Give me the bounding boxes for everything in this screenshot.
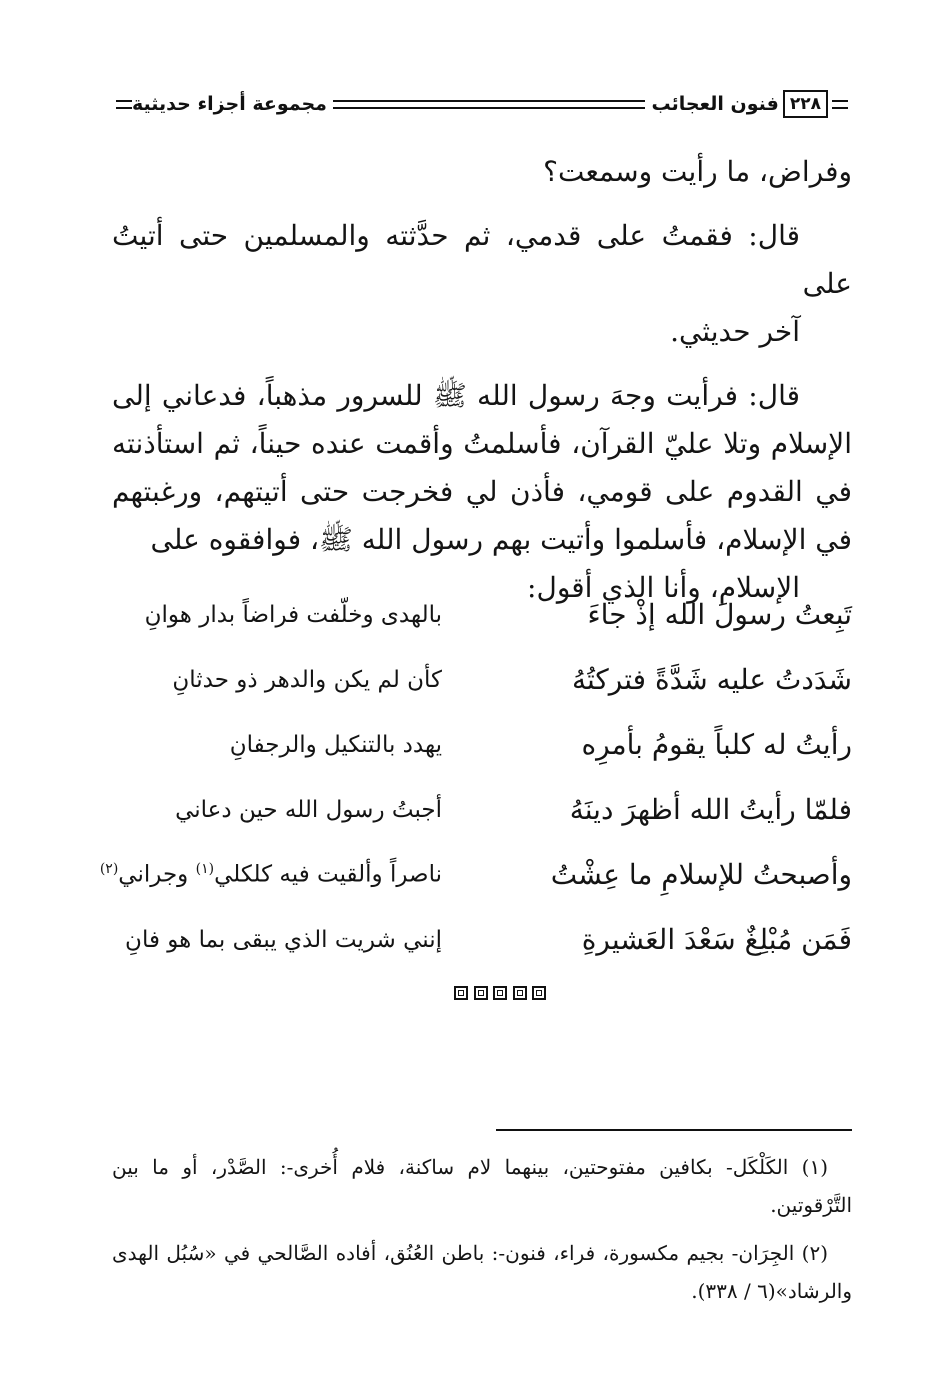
poem-verse — [112, 712, 852, 777]
poem-verse — [112, 777, 852, 842]
page-number: ٢٢٨ — [783, 90, 828, 118]
text-line: في القدوم على قومي، فأذن لي فخرجت حتى أتيتهم، ورغبتهم في — [112, 475, 852, 556]
text-line: آخر حديثي. — [670, 315, 800, 348]
verse-text: ناصراً وألقيت فيه كلكلي — [214, 861, 442, 888]
square-ornament-icon — [454, 986, 468, 1000]
text-line: قال: فقمتُ على قدمي، ثم حدَّثته والمسلمين حتى أتيتُ على — [112, 219, 852, 300]
paragraph-2 — [112, 212, 852, 356]
text-line: الإسلام، فأسلموا وأتيت بهم رسول الله ﷺ، فوافقوه على — [150, 523, 807, 556]
footnotes — [112, 1148, 852, 1320]
text-line: الإسلام وتلا عليّ القرآن، فأسلمتُ وأقمت عنده حيناً، ثم استأذنته — [112, 427, 853, 460]
verse-second-hemistich: يهدد بالتنكيل والرجفانِ — [229, 731, 442, 758]
header-rule-start — [832, 100, 848, 109]
section-end-ornament — [454, 986, 546, 1004]
verse-second-hemistich: كأن لم يكن والدهر ذو حدثانِ — [172, 666, 442, 693]
poem-verse — [112, 582, 852, 647]
running-header — [112, 86, 852, 122]
verse-first-hemistich: فَمَن مُبْلِغٌ سَعْدَ العَشيرةِ — [581, 923, 852, 956]
square-ornament-icon — [474, 986, 488, 1000]
poem — [99, 582, 852, 972]
text-line: الإسلام، وأنا الذي أقول: — [527, 571, 800, 604]
book-title: فنون العجائب — [651, 93, 779, 115]
verse-second-hemistich — [99, 861, 442, 888]
square-ornament-icon — [493, 986, 507, 1000]
verse-first-hemistich: رأيتُ له كلباً يقومُ بأمرِه — [581, 728, 852, 761]
verse-second-hemistich: أجبتُ رسول الله حين دعاني — [175, 796, 442, 823]
series-title: مجموعة أجزاء حديثية — [132, 93, 327, 115]
text-line: وفراض، ما رأيت وسمعت؟ — [543, 155, 852, 188]
poem-verse — [112, 647, 852, 712]
poem-verse — [99, 842, 852, 907]
verse-first-hemistich: تَبِعتُ رسولَ الله إذْ جاءَ — [587, 598, 852, 631]
body-text — [112, 148, 852, 628]
square-ornament-icon — [513, 986, 527, 1000]
square-ornament-icon — [532, 986, 546, 1000]
verse-second-hemistich: إنني شريت الذي يبقى بما هو فانِ — [125, 926, 442, 953]
text-line: قال: فرأيت وجهَ رسول الله ﷺ للسرور مذهباً، فدعاني إلى — [112, 379, 800, 412]
poem-verse — [112, 907, 852, 972]
paragraph-1 — [112, 148, 852, 196]
verse-first-hemistich: وأصبحتُ للإسلامِ ما عِشْتُ — [550, 858, 852, 891]
footnote-separator — [496, 1129, 852, 1131]
verse-text: وجراني — [118, 861, 189, 888]
paragraph-3 — [112, 372, 852, 612]
footnote-ref-1: (١) — [195, 861, 215, 878]
footnote-ref-2: (٢) — [99, 861, 119, 878]
verse-second-hemistich: بالهدى وخلّفت فراضاً بدار هوانِ — [144, 601, 442, 628]
header-rule-middle — [333, 100, 646, 109]
footnote-1: (١) الكَلْكَل- بكافين مفتوحتين، بينهما لام ساكنة، فلام أُخرى-: الصَّدْر، أو ما بين التَّرْقوتين. — [112, 1155, 852, 1217]
verse-first-hemistich: شَدَدتُ عليه شَدَّةً فتركتُهُ — [571, 663, 852, 696]
footnote-2: (٢) الجِرَان- بجيم مكسورة، فراء، فنون-: باطن العُنُق، أفاده الصَّالحي في «سُبُل الهدى والرشاد»(٦ / ٣٣٨). — [112, 1241, 852, 1303]
header-rule-end — [116, 100, 132, 109]
verse-first-hemistich: فلمّا رأيتُ الله أظهرَ دينَهُ — [569, 793, 852, 826]
